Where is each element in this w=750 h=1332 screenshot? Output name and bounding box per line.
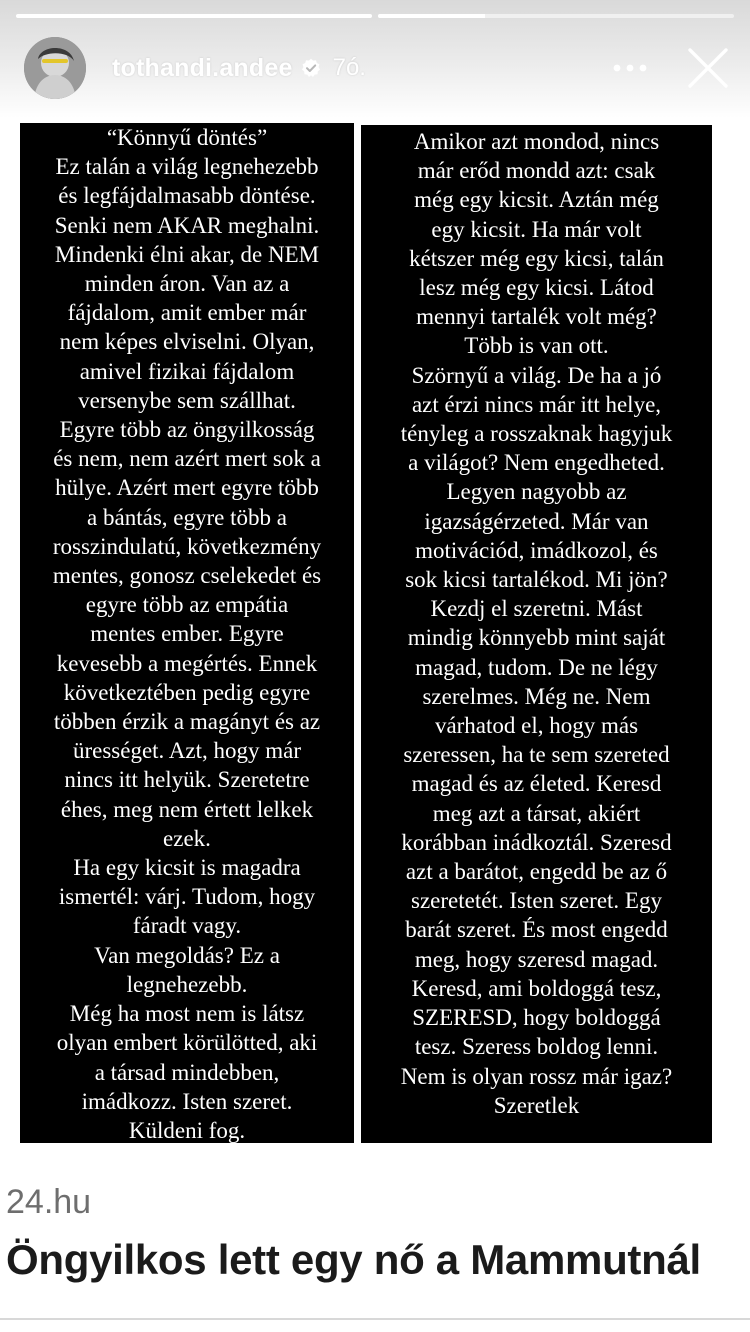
divider (0, 1318, 750, 1320)
text-line: Van megoldás? Ez a (94, 942, 280, 968)
more-options-icon[interactable] (610, 48, 650, 88)
username[interactable]: tothandi.andee (112, 53, 293, 82)
text-line: Küldeni fog. (128, 1117, 246, 1143)
text-line: azt a barátot, engedd be az ő (405, 859, 668, 885)
text-line: sok kicsi tartalékod. Mi jön? (405, 567, 668, 593)
text-line: fájdalom, amit ember már (67, 300, 307, 326)
text-line: és legfájdalmasabb döntése. (58, 183, 316, 209)
story-progress-bar (16, 14, 734, 18)
text-line: ürességet. Azt, hogy már (72, 738, 302, 764)
article-headline[interactable]: Öngyilkos lett egy nő a Mammutnál (6, 1236, 701, 1283)
text-line: nincs itt helyük. Szeretetre (64, 767, 310, 793)
text-line: fáradt vagy. (132, 913, 242, 939)
text-line: lesz még egy kicsi. Látod (419, 275, 654, 301)
text-line: korábban inádkoztál. Szeresd (401, 829, 672, 855)
text-line: Szeretlek (493, 1092, 580, 1118)
text-line: Több is van ott. (464, 333, 609, 359)
progress-segment-1 (16, 14, 372, 18)
text-line: szerelmes. Még ne. Nem (422, 683, 651, 709)
text-line: rosszindulatú, következmény (52, 533, 322, 559)
text-line: barát szeret. És most engedd (405, 917, 668, 943)
text-line: mennyi tartalék volt még? (416, 304, 657, 330)
text-line: mindig könnyebb mint saját (407, 625, 666, 651)
text-line: még egy kicsit. Aztán még (414, 187, 659, 213)
story-header (24, 36, 734, 100)
story-text-block-right (361, 125, 712, 1180)
text-line: “Könnyű döntés” (106, 125, 268, 150)
text-line: igazságérzeted. Már van (424, 508, 649, 534)
text-line: Szörnyű a világ. De ha a jó (411, 362, 662, 388)
text-line: várhatod el, hogy más (434, 713, 639, 739)
text-line: egy kicsit. Ha már volt (431, 216, 642, 242)
text-line: Még ha most nem is látsz (69, 1001, 305, 1027)
article-source: 24.hu (6, 1183, 92, 1221)
text-line: a bántás, egyre több a (87, 504, 287, 530)
text-line: többen érzik a magányt és az (53, 709, 321, 735)
text-line: magad, tudom. De ne légy (415, 654, 658, 680)
close-icon[interactable] (686, 46, 730, 90)
text-line: Amikor azt mondod, nincs (413, 129, 660, 154)
text-line: már erőd mondd azt: csak (417, 158, 656, 184)
text-line: Mindenki élni akar, de NEM (54, 241, 320, 267)
text-line: Senki nem AKAR meghalni. (54, 212, 320, 238)
text-line: tényleg a rosszaknak hagyjuk (400, 421, 673, 447)
text-line: ezek. (163, 825, 211, 851)
text-line: minden áron. Van az a (84, 271, 290, 297)
text-line: Ha egy kicsit is magadra (73, 855, 301, 881)
text-line: Egyre több az öngyilkosság (59, 417, 315, 443)
text-line: következtében pedig egyre (63, 679, 311, 705)
text-line: hülye. Azért mert egyre több (55, 475, 319, 501)
progress-segment-2 (378, 14, 734, 18)
text-line: mentes, gonosz cselekedet és (52, 563, 322, 589)
text-line: a társad mindebben, (94, 1059, 280, 1085)
text-line: tesz. Szeress boldog lenni. (414, 1034, 659, 1060)
text-line: meg azt a társat, akiért (432, 800, 641, 826)
story-text-block-left (20, 123, 354, 1149)
text-line: szeressen, ha te sem szereted (403, 742, 670, 768)
text-line: egyre több az empátia (85, 592, 289, 618)
text-line: Ez talán a világ legnehezebb (55, 154, 319, 180)
text-line: imádkozz. Isten szeret. (81, 1088, 293, 1114)
text-line: kevesebb a megértés. Ennek (56, 650, 318, 676)
text-line: Legyen nagyobb az (446, 479, 627, 505)
verified-badge-icon (301, 58, 321, 78)
text-line: legnehezebb. (126, 971, 248, 997)
text-line: SZERESD, hogy boldoggá (412, 1005, 661, 1031)
text-line: Kezdj el szeretni. Mást (430, 596, 643, 622)
text-line: nem képes elviselni. Olyan, (59, 329, 315, 355)
text-line: mentes ember. Egyre (90, 621, 284, 647)
text-line: meg, hogy szeresd magad. (414, 946, 659, 972)
text-line: azt érzi nincs már itt helye, (411, 391, 662, 417)
text-line: éhes, meg nem értett lelkek (60, 796, 314, 822)
text-line: versenybe sem szállhat. (78, 387, 296, 413)
text-line: Nem is olyan rossz már igaz? (400, 1063, 673, 1089)
text-line: kétszer még egy kicsi, talán (409, 245, 664, 271)
text-line: magad és az életed. Keresd (411, 771, 662, 797)
text-line: szeretetét. Isten szeret. Egy (411, 888, 662, 914)
text-line: a világot? Nem engedheted. (408, 450, 665, 476)
post-time: 7ó. (332, 54, 366, 81)
text-line: ismertél: várj. Tudom, hogy (58, 884, 316, 910)
text-line: és nem, nem azért mert sok a (53, 446, 321, 472)
text-line: Keresd, ami boldoggá tesz, (411, 975, 662, 1001)
text-line: motivációd, imádkozol, és (415, 537, 658, 563)
avatar[interactable] (24, 37, 86, 99)
text-line: olyan embert körülötted, aki (56, 1030, 318, 1056)
text-line: amivel fizikai fájdalom (79, 358, 295, 384)
